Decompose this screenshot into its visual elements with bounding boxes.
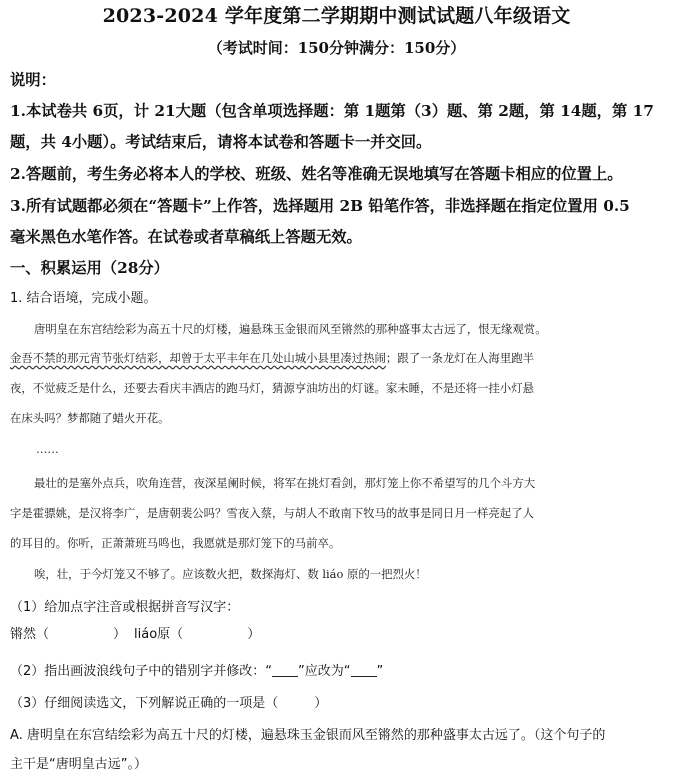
subquestion-2 xyxy=(10,662,383,681)
subquestion-1a-close: ） xyxy=(113,627,127,642)
answer-blank-wrong-char[interactable] xyxy=(272,662,298,677)
passage-line-4: 在床头吗？梦都随了蜡火开花。 xyxy=(10,411,170,425)
subquestion-2-text-a: （2）指出画波浪线句子中的错别字并修改：“ xyxy=(10,664,273,679)
passage-line-6: 字是霍骠姚，是汉将李广，是唐朝裴公吗？雪夜入蔡，与胡人不敢南下牧马的故事是同日月一样亮起了人 xyxy=(10,506,534,520)
wavy-underlined-sentence: 金吾不禁的那元宵节张灯结彩，却曾于太平丰年在几处山城小县里凑过热闹 xyxy=(10,351,386,365)
passage-line-3: 夜，不觉疲乏是什么，还要去看庆丰酒店的跑马灯，猜源亨油坊出的灯谜。家未睡，不是还将一挂小灯悬 xyxy=(10,381,534,395)
instruction-3-line-2: 毫米黑色水笔作答。在试卷或者草稿纸上答题无效。 xyxy=(10,228,362,246)
subquestion-3 xyxy=(10,695,327,713)
instruction-1-line-1: 1.本试卷共 6页，计 21大题（包含单项选择题：第 1题第（3）题、第 2题，第 14题，第 17 xyxy=(10,102,654,120)
option-a-line-1: A. 唐明皇在东宫结绘彩为高五十尺的灯楼，遍悬珠玉金银而风至锵然的那种盛事太古远了。（这个句子的 xyxy=(10,728,606,743)
instruction-3-line-1: 3.所有试题都必须在“答题卡”上作答，选择题用 2B 铅笔作答，非选择题在指定位置用 0.5 xyxy=(10,197,630,215)
exam-title: 2023-2024 学年度第二学期期中测试试题八年级语文 xyxy=(102,5,571,27)
instruction-2: 2.答题前，考生务必将本人的学校、班级、姓名等准确无误地填写在答题卡相应的位置上。 xyxy=(10,165,623,183)
passage-line-1: 唐明皇在东宫结绘彩为高五十尺的灯楼，遍悬珠玉金银而风至锵然的那种盛事太古远了，恨无缘观赏。 xyxy=(34,322,547,336)
subquestion-1-answers xyxy=(10,626,260,644)
subquestion-2-text-c: ” xyxy=(376,664,384,679)
exam-time-and-score: （考试时间：150分钟满分：150分） xyxy=(207,39,466,57)
subquestion-2-text-b: ”应改为“ xyxy=(298,664,351,679)
subquestion-1: （1）给加点字注音或根据拼音写汉字： xyxy=(10,600,240,615)
instructions-heading: 说明： xyxy=(10,71,56,89)
subquestion-1b-close: ） xyxy=(247,627,261,642)
question-1-stem: 1. 结合语境，完成小题。 xyxy=(10,291,157,306)
answer-blank-correct-char[interactable] xyxy=(351,662,377,677)
subquestion-1a-word: 锵然（ xyxy=(10,627,50,642)
subquestion-3-text: （3）仔细阅读选文，下列解说正确的一项是（ xyxy=(10,696,279,711)
section-1-heading: 一、积累运用（28分） xyxy=(10,259,169,277)
passage-ellipsis: …… xyxy=(36,442,59,456)
passage-line-2-rest: ；跟了一条龙灯在人海里跑半 xyxy=(385,351,534,365)
subquestion-1b-word: liáo原（ xyxy=(134,627,184,642)
option-a-line-2: 主干是“唐明皇古远”。） xyxy=(10,757,147,772)
instruction-1-line-2: 题，共 4小题）。考试结束后，请将本试卷和答题卡一并交回。 xyxy=(10,133,432,151)
passage-line-2 xyxy=(10,349,534,367)
subquestion-3-close: ） xyxy=(314,696,328,711)
passage-line-8: 唉，壮，于今灯笼又不够了。应该数火把，数探海灯、数 liáo 原的一把烈火！ xyxy=(34,567,427,581)
passage-line-7: 的耳目的。你听，正萧萧班马鸣也，我愿就是那灯笼下的马前卒。 xyxy=(10,536,341,550)
passage-line-5: 最壮的是塞外点兵，吹角连营，夜深星阑时候，将军在挑灯看剑，那灯笼上你不希望写的几个斗方大 xyxy=(34,476,536,490)
